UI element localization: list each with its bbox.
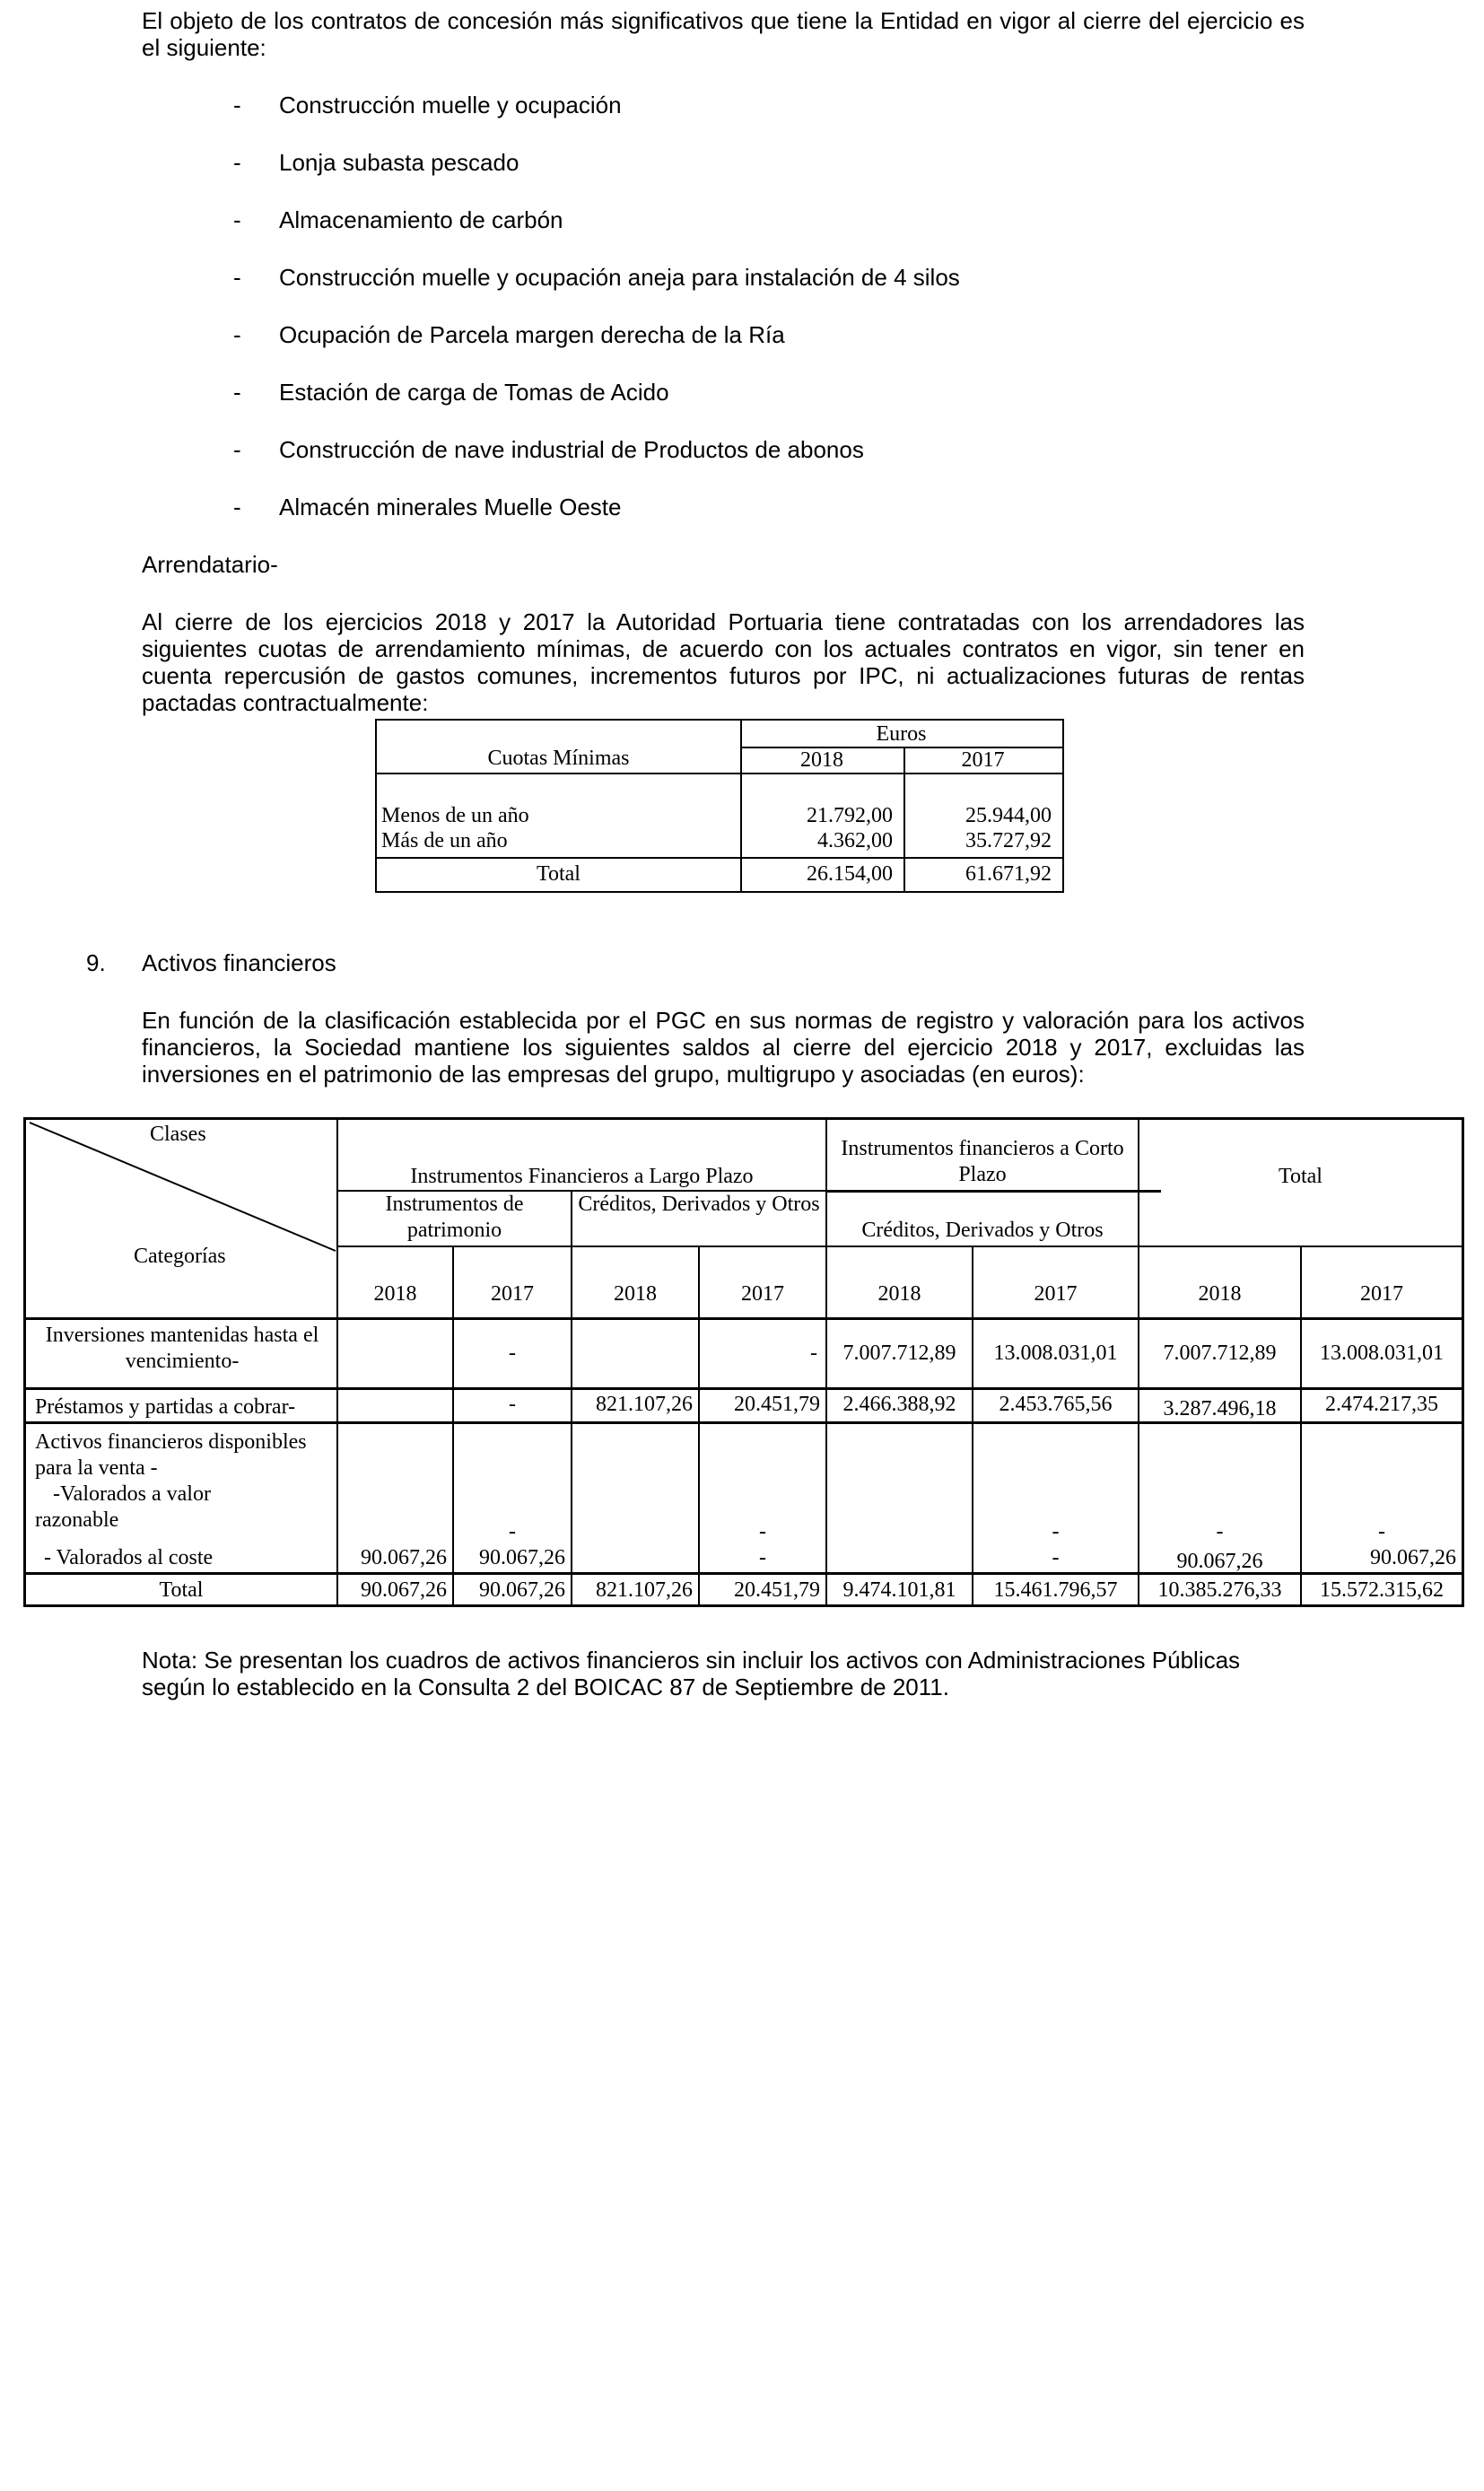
lp-sub-creditos: Créditos, Derivados y Otros xyxy=(578,1193,820,1216)
total-value: 26.154,00 xyxy=(807,862,893,886)
row-label: Inversiones mantenidas hasta el vencimiento- xyxy=(45,1324,319,1373)
cell-value: 35.727,92 xyxy=(965,829,1052,852)
cell-value: 90.067,26 xyxy=(1370,1546,1456,1569)
total-value: 9.474.101,81 xyxy=(842,1578,956,1602)
cell-value: 2.474.217,35 xyxy=(1325,1393,1438,1416)
year-header: 2018 xyxy=(1198,1282,1242,1306)
total-value: 20.451,79 xyxy=(734,1578,820,1602)
cp-sub-creditos: Créditos, Derivados y Otros xyxy=(861,1219,1104,1242)
cell-value: 821.107,26 xyxy=(596,1393,693,1416)
activos-table xyxy=(23,1117,1464,1607)
cell-value: 7.007.712,89 xyxy=(842,1342,956,1365)
total-label: Total xyxy=(159,1578,204,1602)
section-paragraph: En función de la clasificación establecida por el PGC en sus normas de registro y valoración para los activos financieros, la Sociedad mantiene los siguientes saldos al cierre del ejercicio 2018 y 2017, excluidas las inversiones en el patrimonio de las empresas del grupo, multigrupo y asociadas (en euros): xyxy=(142,1007,1305,1088)
year-header: 2018 xyxy=(877,1282,921,1306)
year-header: 2018 xyxy=(614,1282,657,1306)
cell-value: - xyxy=(1052,1546,1060,1569)
cell-value: - xyxy=(509,1520,516,1543)
total-label: Total xyxy=(537,862,581,886)
year-header: 2018 xyxy=(800,748,843,772)
arrendatario-heading: Arrendatario- xyxy=(142,551,278,578)
cell-value: - xyxy=(1052,1520,1060,1543)
corner-clases: Clases xyxy=(150,1123,206,1146)
cuotas-header: Cuotas Mínimas xyxy=(487,747,630,770)
cell-value: 25.944,00 xyxy=(965,804,1052,827)
year-header: 2017 xyxy=(961,748,1005,772)
currency-header: Euros xyxy=(876,722,927,746)
year-header: 2017 xyxy=(1034,1282,1078,1306)
row-label: Activos financieros disponibles para la venta - xyxy=(35,1430,307,1480)
lp-header: Instrumentos Financieros a Largo Plazo xyxy=(410,1165,754,1188)
cell-value: 90.067,26 xyxy=(479,1546,565,1569)
cell-value: 90.067,26 xyxy=(1176,1550,1263,1573)
cell-value: - xyxy=(1378,1520,1385,1543)
total-value: 10.385.276,33 xyxy=(1157,1578,1282,1602)
year-header: 2017 xyxy=(1360,1282,1403,1306)
intro-paragraph: El objeto de los contratos de concesión más significativos que tiene la Entidad en vigor al cierre del ejercicio es el siguiente: xyxy=(142,7,1305,61)
cell-value: 2.453.765,56 xyxy=(999,1393,1113,1416)
cell-value: - xyxy=(759,1520,766,1543)
cell-value: 21.792,00 xyxy=(807,804,893,827)
row-sublabel: -Valorados a valor razonable xyxy=(35,1482,211,1532)
row-label: Préstamos y partidas a cobrar- xyxy=(35,1395,296,1419)
year-header: 2017 xyxy=(491,1282,534,1306)
cp-header: Instrumentos financieros a Corto Plazo xyxy=(841,1137,1124,1186)
cell-value: 2.466.388,92 xyxy=(842,1393,956,1416)
lp-sub-patrimonio: Instrumentos de patrimonio xyxy=(385,1193,524,1242)
total-value: 61.671,92 xyxy=(965,862,1052,886)
year-header: 2017 xyxy=(741,1282,784,1306)
cell-value: 13.008.031,01 xyxy=(1320,1342,1444,1365)
total-value: 15.461.796,57 xyxy=(993,1578,1118,1602)
cell-value: - xyxy=(1216,1520,1224,1543)
cell-value: 3.287.496,18 xyxy=(1163,1397,1277,1420)
cell-value: 4.362,00 xyxy=(817,829,893,852)
corner-categorias: Categorías xyxy=(134,1245,226,1268)
total-value: 90.067,26 xyxy=(479,1578,565,1602)
total-value: 90.067,26 xyxy=(361,1578,447,1602)
cell-value: 7.007.712,89 xyxy=(1163,1342,1277,1365)
cell-value: 20.451,79 xyxy=(734,1393,820,1416)
cell-value: 90.067,26 xyxy=(361,1546,447,1569)
section-number: 9. xyxy=(86,949,106,976)
cell-value: 13.008.031,01 xyxy=(993,1342,1118,1365)
row-label: Más de un año xyxy=(381,829,508,852)
arrendatario-paragraph: Al cierre de los ejercicios 2018 y 2017 la Autoridad Portuaria tiene contratadas con los arrendadores las siguientes cuotas de arrendamiento mínimas, de acuerdo con los actuales contratos en vigor, sin tener en cuenta repercusión de gastos comunes, incrementos futuros por IPC, ni actualizaciones futuras de rentas pactadas contractualmente: xyxy=(142,608,1305,716)
year-header: 2018 xyxy=(373,1282,417,1306)
row-sublabel: - Valorados al coste xyxy=(44,1546,214,1569)
total-value: 15.572.315,62 xyxy=(1320,1578,1444,1602)
footnote: Nota: Se presentan los cuadros de activos financieros sin incluir los activos con Administraciones Públicas según lo establecido en la Consulta 2 del BOICAC 87 de Septiembre de 2011. xyxy=(142,1647,1241,1700)
row-label: Menos de un año xyxy=(381,804,529,827)
cuotas-table xyxy=(375,719,1064,893)
total-header: Total xyxy=(1279,1165,1323,1188)
total-value: 821.107,26 xyxy=(596,1578,693,1602)
cell-value: - xyxy=(810,1342,817,1365)
cell-value: - xyxy=(509,1393,516,1416)
section-title: Activos financieros xyxy=(142,949,336,976)
cell-value: - xyxy=(759,1546,766,1569)
cell-value: - xyxy=(509,1342,516,1365)
